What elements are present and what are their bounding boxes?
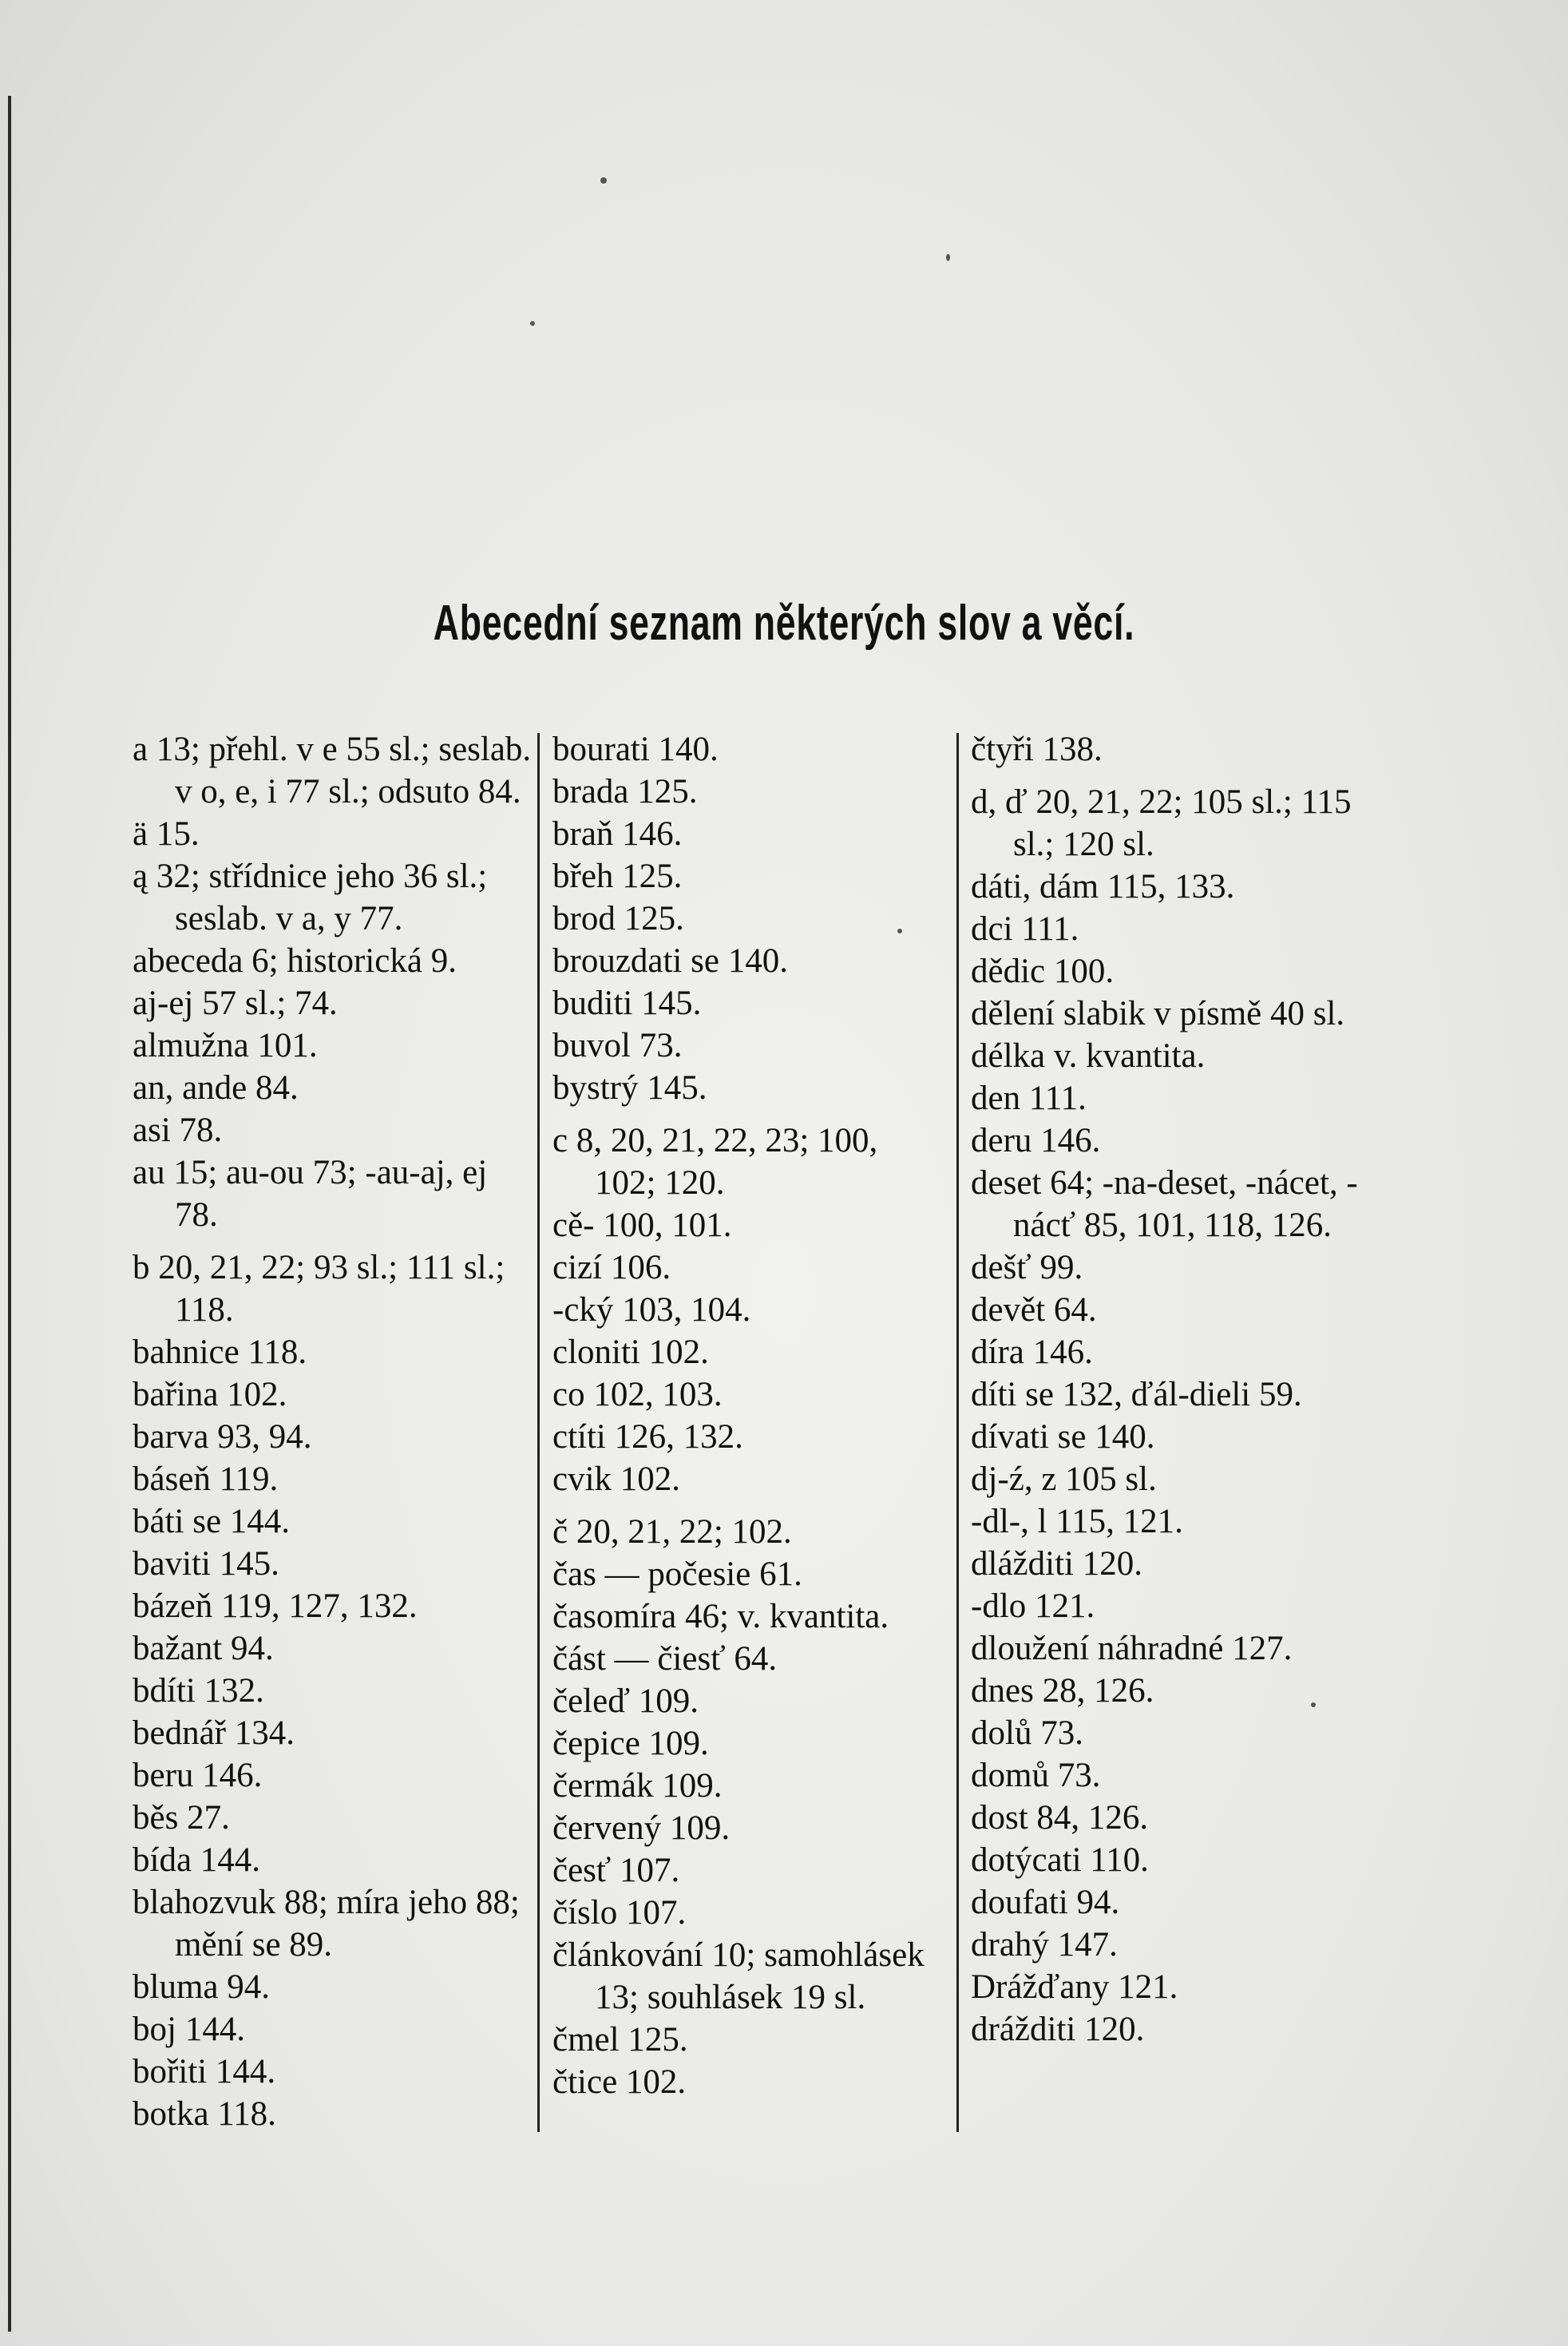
index-entry: beru 146. (133, 1757, 263, 1794)
index-entry: bourati 140. (552, 731, 719, 768)
binding-edge (8, 96, 11, 2332)
index-entry: a 13; přehl. v e 55 sl.; seslab. v o, e, i 77 sl.; odsuto 84. (133, 731, 532, 810)
index-entry: čermák 109. (552, 1767, 723, 1805)
index-entry: bořiti 144. (133, 2053, 276, 2090)
index-entry: co 102, 103. (552, 1376, 723, 1413)
index-entry: čas — počesie 61. (552, 1555, 802, 1593)
index-entry: cě- 100, 101. (552, 1207, 732, 1244)
index-entry: cloniti 102. (552, 1333, 709, 1371)
index-entry: ä 15. (133, 815, 200, 853)
index-entry: červený 109. (552, 1809, 731, 1847)
index-entry: deset 64; -na-deset, -nácet, -nácť 85, 101, 118, 126. (971, 1164, 1358, 1244)
index-entry: běs 27. (133, 1799, 230, 1837)
index-entry: d, ď 20, 21, 22; 105 sl.; 115 sl.; 120 sl. (971, 783, 1352, 863)
index-entry: devět 64. (971, 1291, 1097, 1329)
index-entry: čepice 109. (552, 1725, 709, 1762)
index-entry: dlážditi 120. (971, 1545, 1142, 1583)
index-entry: dolů 73. (971, 1714, 1083, 1752)
index-entry: aj-ej 57 sl.; 74. (133, 985, 338, 1022)
index-entry: čtyři 138. (971, 731, 1103, 768)
index-entry: -cký 103, 104. (552, 1291, 751, 1329)
index-entry: deru 146. (971, 1122, 1101, 1159)
index-entry: dáti, dám 115, 133. (971, 868, 1235, 906)
ink-speck (530, 321, 535, 326)
index-entry: ą 32; střídnice jeho 36 sl.; seslab. v a, y 77. (133, 858, 488, 937)
index-entry: bázeň 119, 127, 132. (133, 1587, 418, 1625)
index-entry: botka 118. (133, 2095, 276, 2133)
ink-speck (600, 177, 607, 184)
index-entry: dešť 99. (971, 1249, 1083, 1286)
index-entry: břeh 125. (552, 858, 683, 895)
index-entry: čmel 125. (552, 2021, 688, 2059)
index-entry: čeleď 109. (552, 1682, 699, 1720)
index-entry: abeceda 6; historická 9. (133, 942, 457, 980)
index-entry: bdíti 132. (133, 1672, 264, 1710)
index-entry: an, ande 84. (133, 1069, 299, 1107)
index-entry: čtice 102. (552, 2063, 687, 2101)
index-entry: au 15; au-ou 73; -au-aj, ej 78. (133, 1154, 488, 1234)
index-entry: brod 125. (552, 900, 684, 937)
index-entry: bystrý 145. (552, 1069, 707, 1107)
index-entry: díra 146. (971, 1333, 1093, 1371)
index-entry: báseň 119. (133, 1460, 279, 1498)
index-entry: díti se 132, ďál-dieli 59. (971, 1376, 1302, 1413)
index-entry: baviti 145. (133, 1545, 279, 1583)
index-entry: č 20, 21, 22; 102. (552, 1513, 792, 1551)
index-entry: číslo 107. (552, 1894, 687, 1932)
index-entry: blahozvuk 88; míra jeho 88; mění se 89. (133, 1884, 520, 1964)
index-entry: bahnice 118. (133, 1333, 307, 1371)
index-entry: braň 146. (552, 815, 683, 853)
index-entry: dnes 28, 126. (971, 1672, 1154, 1710)
index-entry: brada 125. (552, 773, 698, 810)
index-entry: délka v. kvantita. (971, 1037, 1206, 1075)
index-entry: dělení slabik v písmě 40 sl. (971, 995, 1345, 1032)
index-entry: bařina 102. (133, 1376, 287, 1413)
index-entry: drážditi 120. (971, 2011, 1145, 2048)
index-entry: ctíti 126, 132. (552, 1418, 743, 1456)
index-entry: báti se 144. (133, 1503, 291, 1540)
column-divider (537, 733, 540, 2132)
index-entry: asi 78. (133, 1112, 223, 1149)
index-entry: c 8, 20, 21, 22, 23; 100, 102; 120. (552, 1122, 878, 1202)
index-entry: bída 144. (133, 1841, 261, 1879)
index-entry: dívati se 140. (971, 1418, 1155, 1456)
column-divider (956, 733, 959, 2132)
index-entry: bluma 94. (133, 1968, 270, 2006)
index-entry: dj-ź, z 105 sl. (971, 1460, 1157, 1498)
index-entry: česť 107. (552, 1852, 680, 1889)
page-title: Abecední seznam některých slov a věcí. (433, 596, 1135, 651)
index-entry: bažant 94. (133, 1630, 274, 1667)
index-entry: dědic 100. (971, 953, 1115, 990)
ink-speck (946, 254, 950, 261)
index-entry: den 111. (971, 1080, 1087, 1117)
index-entry: dotýcati 110. (971, 1841, 1149, 1879)
index-entry: dloužení náhradné 127. (971, 1630, 1293, 1667)
index-entry: barva 93, 94. (133, 1418, 312, 1456)
index-entry: brouzdati se 140. (552, 942, 788, 980)
index-entry: -dl-, l 115, 121. (971, 1503, 1183, 1540)
index-entry: časomíra 46; v. kvantita. (552, 1598, 889, 1635)
index-column-3 (971, 728, 1378, 2051)
index-entry: domů 73. (971, 1757, 1101, 1794)
index-entry: b 20, 21, 22; 93 sl.; 111 sl.; 118. (133, 1249, 505, 1329)
index-entry: drahý 147. (971, 1926, 1118, 1964)
index-entry: doufati 94. (971, 1884, 1120, 1921)
index-entry: -dlo 121. (971, 1587, 1095, 1625)
index-entry: cvik 102. (552, 1460, 681, 1498)
index-entry: článkování 10; samohlásek 13; souhlásek 19 sl. (552, 1936, 925, 2016)
index-entry: dost 84, 126. (971, 1799, 1149, 1837)
index-entry: Drážďany 121. (971, 1968, 1178, 2006)
index-entry: boj 144. (133, 2011, 245, 2048)
index-entry: cizí 106. (552, 1249, 671, 1286)
index-column-2 (552, 728, 942, 2103)
index-column-1 (133, 728, 532, 2135)
index-entry: část — čiesť 64. (552, 1640, 778, 1678)
index-entry: bednář 134. (133, 1714, 295, 1752)
index-entry: dci 111. (971, 910, 1079, 948)
index-entry: almužna 101. (133, 1027, 318, 1064)
index-entry: buvol 73. (552, 1027, 683, 1064)
index-entry: buditi 145. (552, 985, 702, 1022)
